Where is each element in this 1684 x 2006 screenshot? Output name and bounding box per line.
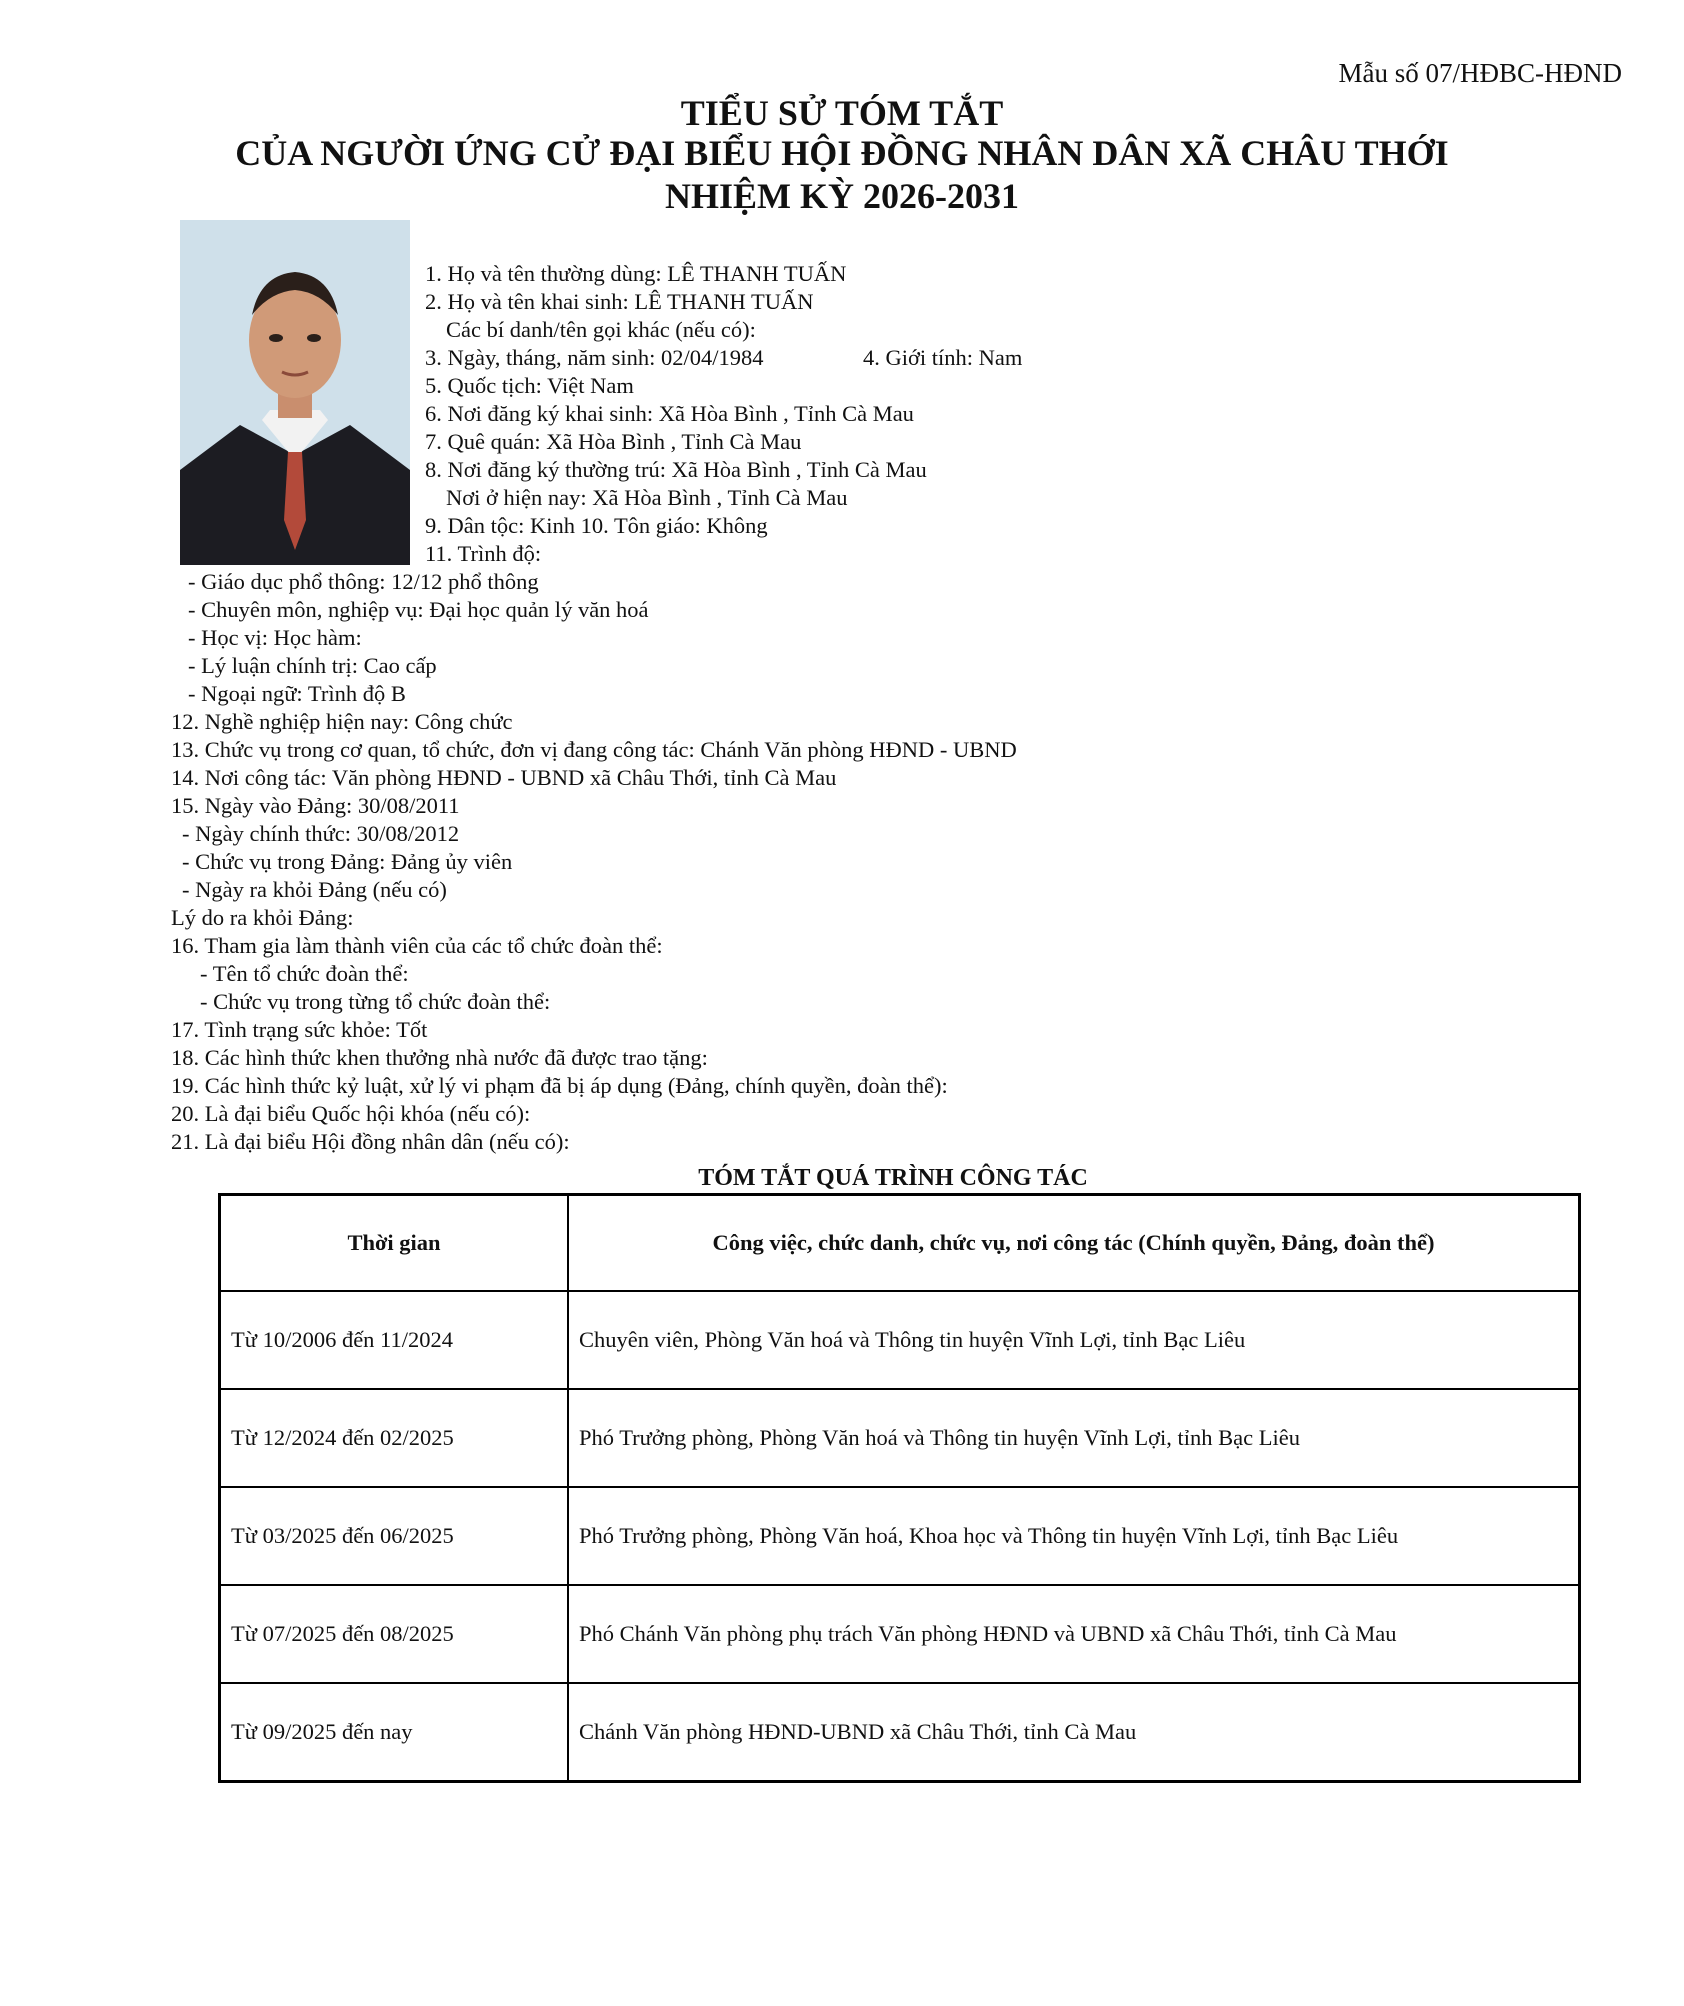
table-header-row [220, 1195, 1580, 1292]
table-row [220, 1683, 1580, 1782]
cell-position: Phó Trưởng phòng, Phòng Văn hoá và Thông tin huyện Vĩnh Lợi, tỉnh Bạc Liêu [568, 1389, 1580, 1487]
info-organization-role: - Chức vụ trong từng tổ chức đoàn thể: [200, 989, 551, 1014]
info-occupation: 12. Nghề nghiệp hiện nay: Công chức [171, 709, 513, 734]
table-row [220, 1389, 1580, 1487]
cell-position: Chánh Văn phòng HĐND-UBND xã Châu Thới, tỉnh Cà Mau [568, 1683, 1580, 1782]
info-discipline: 19. Các hình thức kỷ luật, xử lý vi phạm đã bị áp dụng (Đảng, chính quyền, đoàn thể): [171, 1073, 948, 1098]
column-header-time: Thời gian [220, 1195, 569, 1292]
cell-position: Phó Trưởng phòng, Phòng Văn hoá, Khoa học và Thông tin huyện Vĩnh Lợi, tỉnh Bạc Liêu [568, 1487, 1580, 1585]
info-awards: 18. Các hình thức khen thưởng nhà nước đã được trao tặng: [171, 1045, 708, 1070]
info-general-education: - Giáo dục phổ thông: 12/12 phổ thông [188, 569, 539, 594]
work-history-table [218, 1193, 1581, 1783]
info-party-official-date: - Ngày chính thức: 30/08/2012 [182, 821, 460, 846]
cell-position: Phó Chánh Văn phòng phụ trách Văn phòng HĐND và UBND xã Châu Thới, tỉnh Cà Mau [568, 1585, 1580, 1683]
info-national-assembly: 20. Là đại biểu Quốc hội khóa (nếu có): [171, 1101, 531, 1126]
info-birth-date: 3. Ngày, tháng, năm sinh: 02/04/1984 [425, 345, 764, 370]
info-foreign-language: - Ngoại ngữ: Trình độ B [188, 681, 406, 706]
info-health: 17. Tình trạng sức khỏe: Tốt [171, 1017, 428, 1042]
info-organization-name: - Tên tổ chức đoàn thể: [200, 961, 409, 986]
cell-time: Từ 09/2025 đến nay [220, 1683, 569, 1782]
info-aliases: Các bí danh/tên gọi khác (nếu có): [446, 317, 756, 342]
cell-time: Từ 07/2025 đến 08/2025 [220, 1585, 569, 1683]
work-history-title: TÓM TẮT QUÁ TRÌNH CÔNG TÁC [698, 1165, 1088, 1191]
term-title: NHIỆM KỲ 2026-2031 [665, 176, 1019, 216]
cell-position: Chuyên viên, Phòng Văn hoá và Thông tin huyện Vĩnh Lợi, tỉnh Bạc Liêu [568, 1291, 1580, 1389]
info-hometown: 7. Quê quán: Xã Hòa Bình , Tỉnh Cà Mau [425, 429, 802, 454]
info-specialization: - Chuyên môn, nghiệp vụ: Đại học quản lý văn hoá [188, 597, 649, 622]
info-workplace: 14. Nơi công tác: Văn phòng HĐND - UBND xã Châu Thới, tỉnh Cà Mau [171, 765, 837, 790]
info-full-name: 1. Họ và tên thường dùng: LÊ THANH TUẤN [425, 261, 847, 286]
info-birth-name: 2. Họ và tên khai sinh: LÊ THANH TUẤN [425, 289, 814, 314]
info-political-theory: - Lý luận chính trị: Cao cấp [188, 653, 437, 678]
document-title: TIỂU SỬ TÓM TẮT [680, 93, 1004, 133]
info-party-position: - Chức vụ trong Đảng: Đảng ủy viên [182, 849, 513, 874]
info-party-leave-reason: Lý do ra khỏi Đảng: [171, 905, 354, 930]
info-birth-registration: 6. Nơi đăng ký khai sinh: Xã Hòa Bình , Tỉnh Cà Mau [425, 401, 914, 426]
info-peoples-council: 21. Là đại biểu Hội đồng nhân dân (nếu có): [171, 1129, 570, 1154]
info-nationality: 5. Quốc tịch: Việt Nam [425, 373, 634, 398]
cell-time: Từ 03/2025 đến 06/2025 [220, 1487, 569, 1585]
cell-time: Từ 12/2024 đến 02/2025 [220, 1389, 569, 1487]
info-education-heading: 11. Trình độ: [425, 541, 542, 566]
info-party-leave-date: - Ngày ra khỏi Đảng (nếu có) [182, 877, 447, 902]
document-subtitle: CỦA NGƯỜI ỨNG CỬ ĐẠI BIỂU HỘI ĐỒNG NHÂN DÂN XÃ CHÂU THỚI [235, 133, 1449, 173]
candidate-photo [180, 220, 410, 565]
info-position: 13. Chức vụ trong cơ quan, tổ chức, đơn vị đang công tác: Chánh Văn phòng HĐND - UBND [171, 737, 1017, 762]
info-gender: 4. Giới tính: Nam [863, 345, 1023, 370]
column-header-position: Công việc, chức danh, chức vụ, nơi công tác (Chính quyền, Đảng, đoàn thể) [568, 1195, 1580, 1292]
info-organizations: 16. Tham gia làm thành viên của các tổ chức đoàn thể: [171, 933, 663, 958]
info-ethnicity-religion: 9. Dân tộc: Kinh 10. Tôn giáo: Không [425, 513, 768, 538]
form-number: Mẫu số 07/HĐBC-HĐND [1338, 58, 1622, 88]
info-permanent-residence: 8. Nơi đăng ký thường trú: Xã Hòa Bình , Tỉnh Cà Mau [425, 457, 927, 482]
table-row [220, 1585, 1580, 1683]
info-party-join-date: 15. Ngày vào Đảng: 30/08/2011 [171, 793, 460, 818]
info-current-residence: Nơi ở hiện nay: Xã Hòa Bình , Tỉnh Cà Mau [446, 485, 848, 510]
cell-time: Từ 10/2006 đến 11/2024 [220, 1291, 569, 1389]
table-row [220, 1291, 1580, 1389]
info-degree: - Học vị: Học hàm: [188, 625, 362, 650]
table-row [220, 1487, 1580, 1585]
